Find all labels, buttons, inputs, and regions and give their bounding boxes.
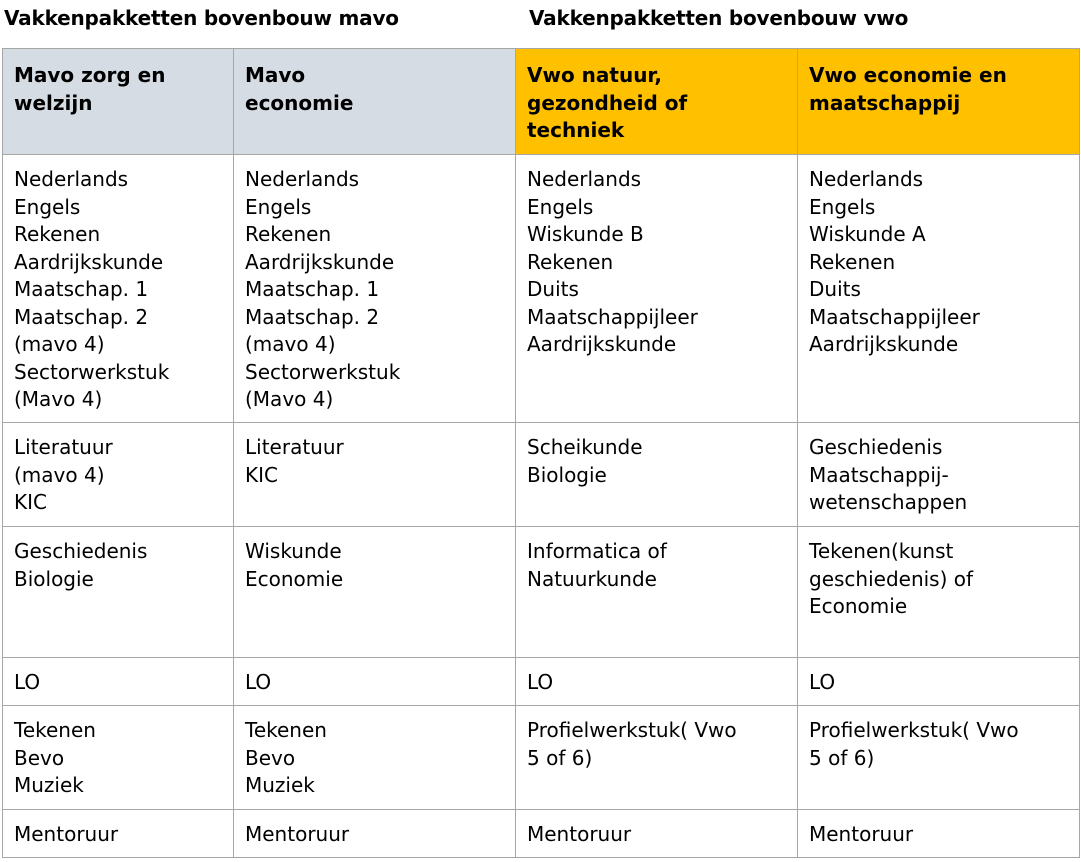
- cell-text: Literatuur (mavo 4) KIC: [14, 435, 113, 514]
- cell-text: Mentoruur: [245, 822, 350, 846]
- header-label: Vwo economie en maatschappij: [809, 63, 1007, 115]
- cell-text: Profielwerkstuk( Vwo 5 of 6): [809, 718, 1019, 770]
- table-row: [3, 706, 1080, 810]
- cell-text: Nederlands Engels Rekenen Aardrijkskunde Maatschap. 1 Maatschap. 2 (mavo 4) Sectorwerkstuk (Mavo 4): [245, 167, 401, 411]
- table-cell: [516, 155, 798, 423]
- table-row: [3, 810, 1080, 858]
- header-mavo-economie: [234, 49, 516, 155]
- cell-text: Nederlands Engels Wiskunde A Rekenen Duits Maatschappijleer Aardrijkskunde: [809, 167, 980, 356]
- table-cell: [516, 423, 798, 527]
- header-vwo-ngt: [516, 49, 798, 155]
- cell-text: Tekenen(kunst geschiedenis) of Economie: [809, 539, 974, 618]
- table-cell: [3, 423, 234, 527]
- cell-text: Nederlands Engels Wiskunde B Rekenen Duits Maatschappijleer Aardrijkskunde: [527, 167, 698, 356]
- table-cell: [234, 423, 516, 527]
- table-cell: [798, 810, 1080, 858]
- table-cell: [798, 658, 1080, 706]
- table-header-row: [3, 49, 1080, 155]
- table-cell: [3, 155, 234, 423]
- cell-text: Geschiedenis Maatschappij- wetenschappen: [809, 435, 968, 514]
- header-label: Mavo economie: [245, 63, 354, 115]
- table-cell: [3, 810, 234, 858]
- table-cell: [516, 658, 798, 706]
- table-cell: [798, 423, 1080, 527]
- table-row: [3, 423, 1080, 527]
- table-cell: [234, 658, 516, 706]
- mavo-section-title: Vakkenpakketten bovenbouw mavo: [4, 6, 399, 30]
- cell-text: Geschiedenis Biologie: [14, 539, 148, 591]
- cell-text: Nederlands Engels Rekenen Aardrijkskunde Maatschap. 1 Maatschap. 2 (mavo 4) Sectorwerkstuk (Mavo 4): [14, 167, 170, 411]
- table-cell: [516, 706, 798, 810]
- table-cell: [3, 706, 234, 810]
- vwo-section-title: Vakkenpakketten bovenbouw vwo: [529, 6, 909, 30]
- cell-text: Tekenen Bevo Muziek: [245, 718, 327, 797]
- vakkenpakket-table: [2, 48, 1080, 858]
- table-cell: [234, 527, 516, 658]
- header-label: Mavo zorg en welzijn: [14, 63, 166, 115]
- cell-text: Literatuur KIC: [245, 435, 344, 487]
- table-cell: [516, 527, 798, 658]
- cell-text: Wiskunde Economie: [245, 539, 344, 591]
- table-cell: [234, 706, 516, 810]
- header-label: Vwo natuur, gezondheid of techniek: [527, 63, 688, 142]
- table-row: [3, 658, 1080, 706]
- cell-text: Mentoruur: [809, 822, 914, 846]
- cell-text: Mentoruur: [527, 822, 632, 846]
- cell-text: LO: [14, 670, 41, 694]
- table-cell: [798, 706, 1080, 810]
- cell-text: Profielwerkstuk( Vwo 5 of 6): [527, 718, 737, 770]
- table-cell: [798, 155, 1080, 423]
- table-cell: [3, 658, 234, 706]
- table-row: [3, 527, 1080, 658]
- table-cell: [234, 810, 516, 858]
- table-cell: [798, 527, 1080, 658]
- table-cell: [234, 155, 516, 423]
- header-vwo-em: [798, 49, 1080, 155]
- cell-text: Tekenen Bevo Muziek: [14, 718, 96, 797]
- cell-text: Scheikunde Biologie: [527, 435, 643, 487]
- cell-text: Mentoruur: [14, 822, 119, 846]
- table-cell: [516, 810, 798, 858]
- table-cell: [3, 527, 234, 658]
- table-row: [3, 155, 1080, 423]
- cell-text: Informatica of Natuurkunde: [527, 539, 667, 591]
- cell-text: LO: [809, 670, 836, 694]
- cell-text: LO: [527, 670, 554, 694]
- header-mavo-zorg-welzijn: [3, 49, 234, 155]
- cell-text: LO: [245, 670, 272, 694]
